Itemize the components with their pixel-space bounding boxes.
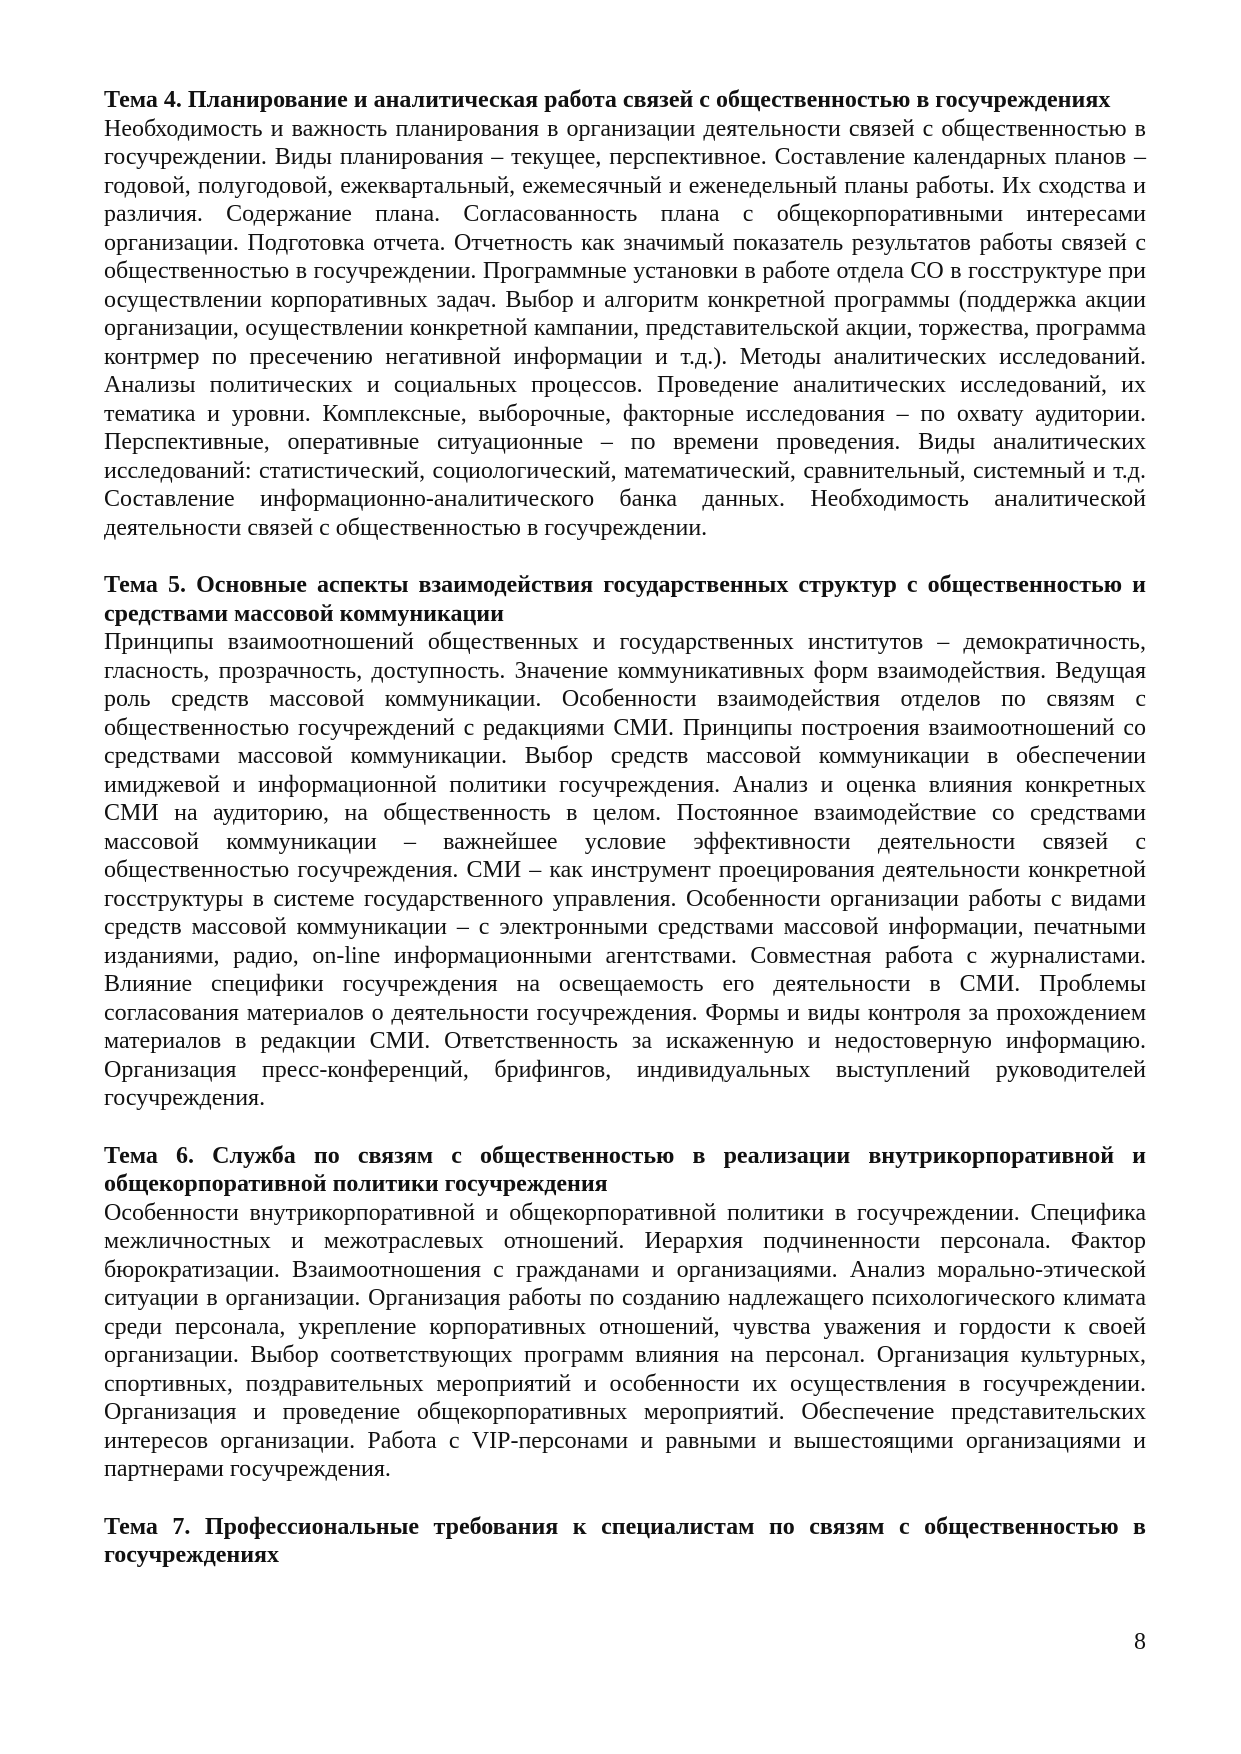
section-body: Необходимость и важность планирования в организации деятельности связей с общественностью в госучреждении. Виды планирования – текущее, перспективное. Составление календарных планов – годовой, полугодовой, ежеквартальный, ежемесячный и еженедельный планы работы. Их сходства и различия. Содержание плана. Согласованность плана с общекорпоративными интересами организации. Подготовка отчета. Отчетность как значимый показатель результатов работы связей с общественностью в госучреждении. Программные установки в работе отдела СО в госструктуре при осуществлении корпоративных задач. Выбор и алгоритм конкретной программы (поддержка акции организации, осуществлении конкретной кампании, представительской акции, торжества, программа контрмер по пресечению негативной информации и т.д.). Методы аналитических исследований. Анализы политических и социальных процессов. Проведение аналитических исследований, их тематика и уровни. Комплексные, выборочные, факторные исследования – по охвату аудитории. Перспективные, оперативные ситуационные – по времени проведения. Виды аналитических исследований: статистический, социологический, математический, сравнительный, системный и т.д. Составление информационно-аналитического банка данных. Необходимость аналитической деятельности связей с общественностью в госучреждении. <box>104 115 1146 541</box>
section-title: Тема 4. Планирование и аналитическая работа связей с общественностью в госучреждениях <box>104 87 1111 113</box>
section-title: Тема 5. Основные аспекты взаимодействия государственных структур с общественностью и средствами массовой коммуникации <box>104 572 1146 627</box>
section-title: Тема 6. Служба по связям с общественностью в реализации внутрикорпоративной и общекорпоративной политики госучреждения <box>104 1142 1146 1197</box>
section-body: Особенности внутрикорпоративной и общекорпоративной политики в госучреждении. Специфика межличностных и межотраслевых отношений. Иерархия подчиненности персонала. Фактор бюрократизации. Взаимоотношения с гражданами и организациями. Анализ морально-этической ситуации в организации. Организация работы по созданию надлежащего психологического климата среди персонала, укрепление корпоративных отношений, чувства уважения и гордости к своей организации. Выбор соответствующих программ влияния на персонал. Организация культурных, спортивных, поздравительных мероприятий и особенности их осуществления в госучреждении. Организация и проведение общекорпоративных мероприятий. Обеспечение представительских интересов организации. Работа с VIP-персонами и равными и вышестоящими организациями и партнерами госучреждения. <box>104 1199 1146 1482</box>
page-number: 8 <box>1134 1629 1146 1655</box>
section-body: Принципы взаимоотношений общественных и государственных институтов – демократичность, гласность, прозрачность, доступность. Значение коммуникативных форм взаимодействия. Ведущая роль средств массовой коммуникации. Особенности взаимодействия отделов по связям с общественностью госучреждений с редакциями СМИ. Принципы построения взаимоотношений со средствами массовой коммуникации. Выбор средств массовой коммуникации в обеспечении имиджевой и информационной политики госучреждения. Анализ и оценка влияния конкретных СМИ на аудиторию, на общественность в целом. Постоянное взаимодействие со средствами массовой коммуникации – важнейшее условие эффективности деятельности связей с общественностью госучреждения. СМИ – как инструмент проецирования деятельности конкретной госструктуры в системе государственного управления. Особенности организации работы с видами средств массовой коммуникации – с электронными средствами массовой информации, печатными изданиями, радио, on-line информационными агентствами. Совместная работа с журналистами. Влияние специфики госучреждения на освещаемость его деятельности в СМИ. Проблемы согласования материалов о деятельности госучреждения. Формы и виды контроля за прохождением материалов в редакции СМИ. Ответственность за искаженную и недостоверную информацию. Организация пресс-конференций, брифингов, индивидуальных выступлений руководителей госучреждения. <box>104 629 1146 1111</box>
section-topic-7 <box>104 1513 1146 1570</box>
section-topic-6 <box>104 1142 1146 1484</box>
section-title: Тема 7. Профессиональные требования к специалистам по связям с общественностью в госучреждениях <box>104 1513 1146 1568</box>
section-topic-5 <box>104 571 1146 1113</box>
section-topic-4 <box>104 86 1146 542</box>
document-page <box>104 86 1146 1599</box>
